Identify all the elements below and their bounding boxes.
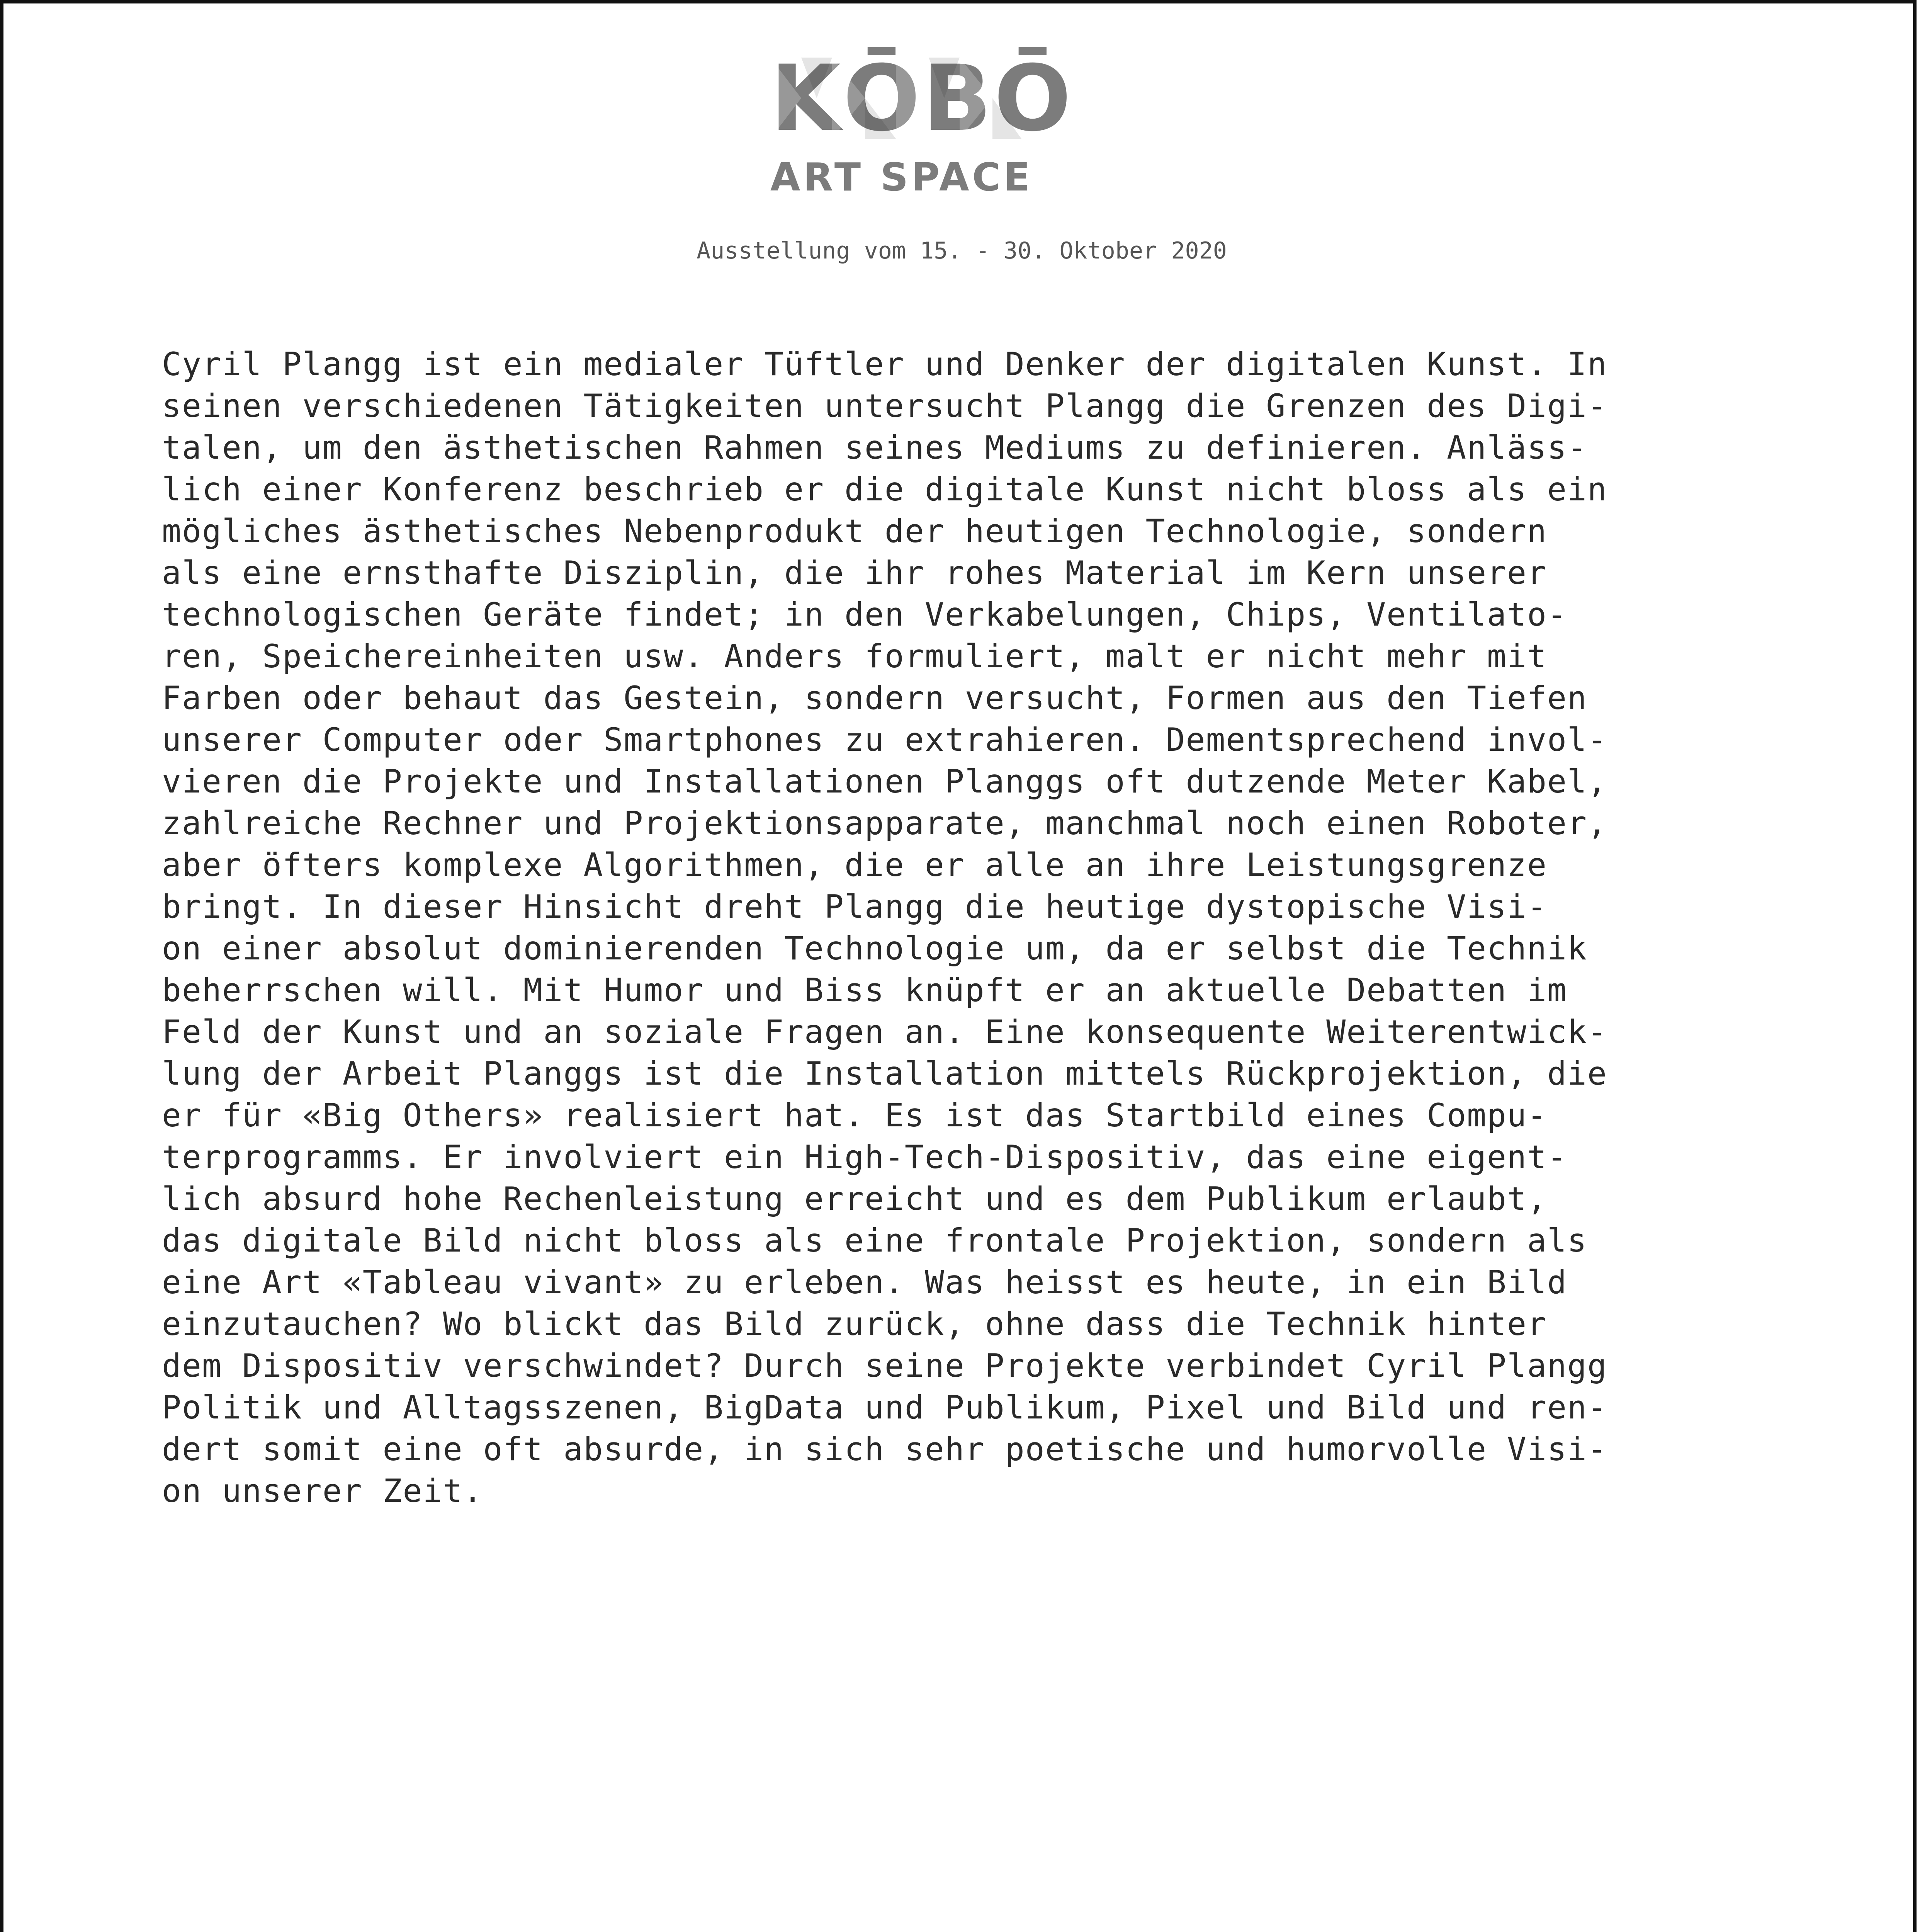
body-line: aber öfters komplexe Algorithmen, die er alle an ihre Leistungsgrenze xyxy=(162,846,1547,884)
body-line: on unserer Zeit. xyxy=(162,1472,483,1510)
body-line: das digitale Bild nicht bloss als eine frontale Projektion, sondern als xyxy=(162,1222,1587,1259)
body-line: dert somit eine oft absurde, in sich sehr poetische und humorvolle Visi- xyxy=(162,1430,1607,1468)
logo-wordmark xyxy=(770,46,1074,151)
exhibition-dates: Ausstellung vom 15. - 30. Oktober 2020 xyxy=(697,237,1227,264)
kobo-art-space-logo xyxy=(770,46,1074,201)
body-line: on einer absolut dominierenden Technologie um, da er selbst die Technik xyxy=(162,930,1587,967)
body-line: zahlreiche Rechner und Projektionsapparate, manchmal noch einen Roboter, xyxy=(162,804,1607,842)
body-line: beherrschen will. Mit Humor und Biss knüpft er an aktuelle Debatten im xyxy=(162,971,1567,1009)
body-line: er für «Big Others» realisiert hat. Es ist das Startbild eines Compu- xyxy=(162,1097,1547,1134)
body-line: Politik und Alltagsszenen, BigData und Publikum, Pixel und Bild und ren- xyxy=(162,1389,1607,1426)
body-line: technologischen Geräte findet; in den Verkabelungen, Chips, Ventilato- xyxy=(162,596,1567,633)
body-line: terprogramms. Er involviert ein High-Tech-Dispositiv, das eine eigent- xyxy=(162,1138,1567,1176)
body-line: bringt. In dieser Hinsicht dreht Plangg die heutige dystopische Visi- xyxy=(162,888,1547,925)
body-line: lich absurd hohe Rechenleistung erreicht und es dem Publikum erlaubt, xyxy=(162,1180,1547,1218)
body-line: einzutauchen? Wo blickt das Bild zurück, ohne dass die Technik hinter xyxy=(162,1305,1547,1343)
logo-facet-pattern xyxy=(770,58,1021,139)
body-line: talen, um den ästhetischen Rahmen seines Mediums zu definieren. Anläss- xyxy=(162,429,1587,466)
body-line: Cyril Plangg ist ein medialer Tüftler und Denker der digitalen Kunst. In xyxy=(162,345,1607,383)
body-line: dem Dispositiv verschwindet? Durch seine Projekte verbindet Cyril Plangg xyxy=(162,1347,1607,1384)
body-line: als eine ernsthafte Disziplin, die ihr rohes Material im Kern unserer xyxy=(162,554,1547,592)
body-line: ren, Speichereinheiten usw. Anders formuliert, malt er nicht mehr mit xyxy=(162,638,1547,675)
body-text xyxy=(162,344,1823,1512)
logo-subtitle: ART SPACE xyxy=(770,155,1033,200)
body-line: lich einer Konferenz beschrieb er die digitale Kunst nicht bloss als ein xyxy=(162,471,1607,508)
body-line: eine Art «Tableau vivant» zu erleben. Was heisst es heute, in ein Bild xyxy=(162,1264,1567,1301)
body-line: vieren die Projekte und Installationen Planggs oft dutzende Meter Kabel, xyxy=(162,763,1607,800)
body-line: lung der Arbeit Planggs ist die Installation mittels Rückprojektion, die xyxy=(162,1055,1607,1092)
body-line: mögliches ästhetisches Nebenprodukt der heutigen Technologie, sondern xyxy=(162,512,1547,550)
body-line: seinen verschiedenen Tätigkeiten untersucht Plangg die Grenzen des Digi- xyxy=(162,387,1607,425)
body-line: unserer Computer oder Smartphones zu extrahieren. Dementsprechend invol- xyxy=(162,721,1607,759)
logo-wordmark-text: KŌBŌ xyxy=(770,46,1074,151)
body-line: Farben oder behaut das Gestein, sondern versucht, Formen aus den Tiefen xyxy=(162,679,1587,717)
body-line: Feld der Kunst und an soziale Fragen an. Eine konsequente Weiterentwick- xyxy=(162,1013,1607,1051)
